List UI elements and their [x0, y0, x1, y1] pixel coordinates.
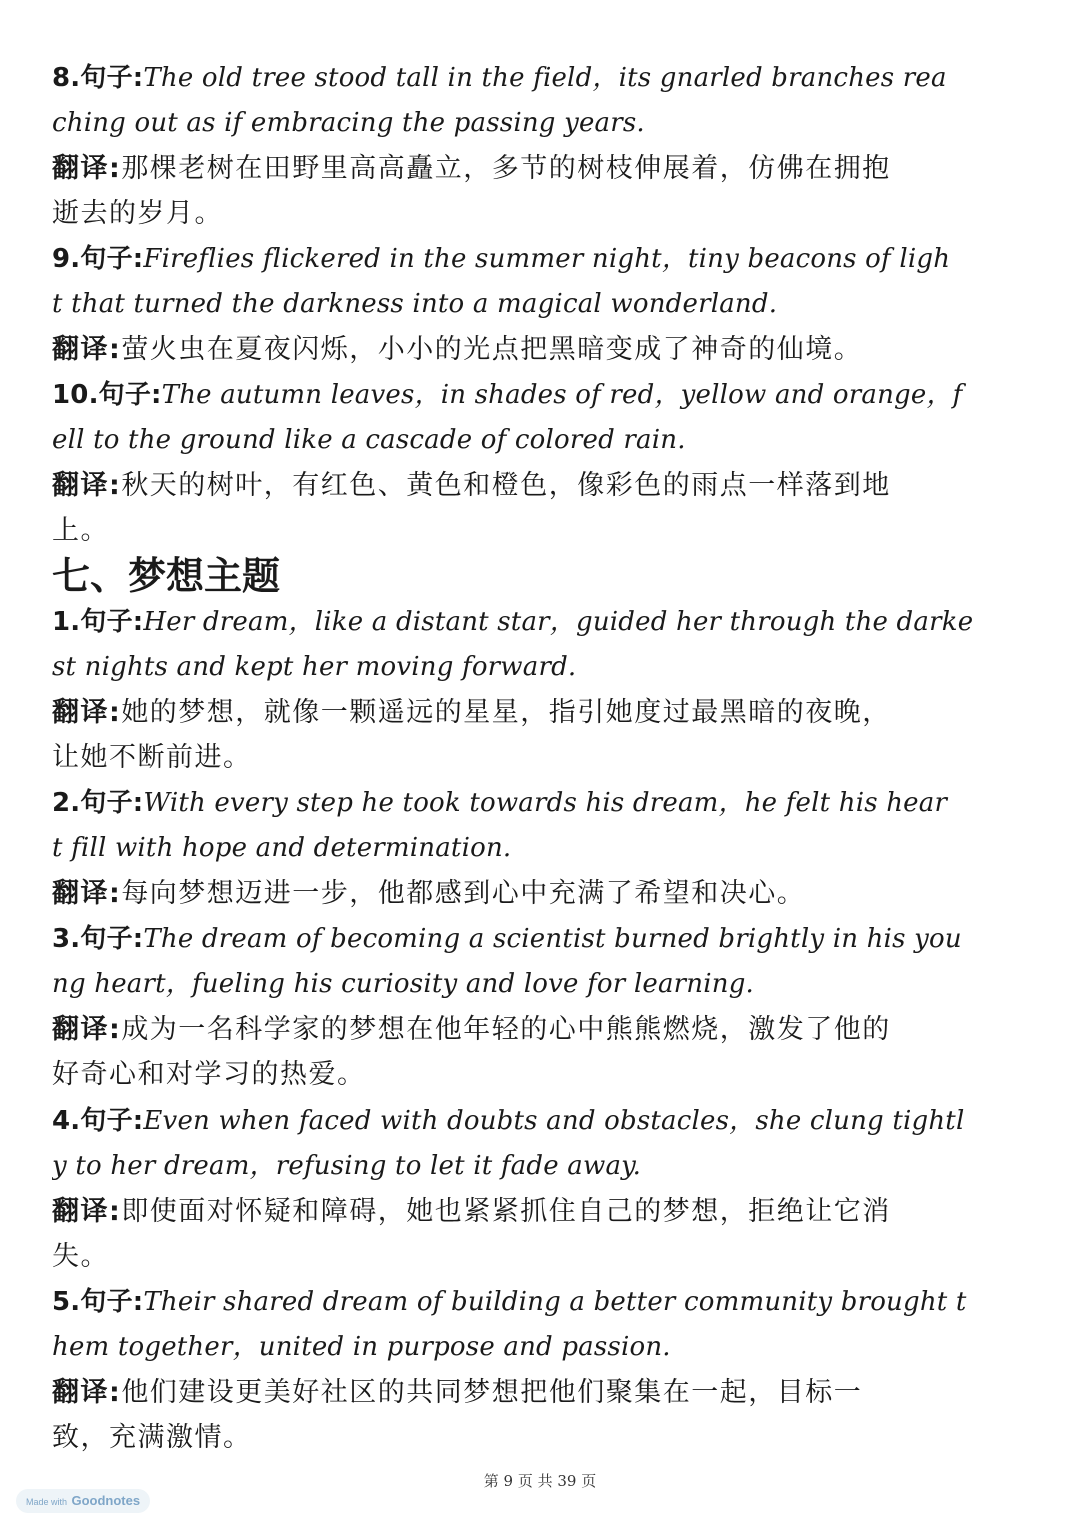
translation-line [52, 509, 1032, 553]
translation-line [52, 1371, 1032, 1415]
goodnotes-watermark [16, 1489, 150, 1513]
sentence-text: t that turned the darkness into a magical wonderland. [52, 289, 778, 319]
sentence-label: 9.句子: [52, 244, 144, 274]
sentence-text: st nights and kept her moving forward. [52, 652, 577, 682]
translation-line [52, 872, 1032, 916]
sentence-line [52, 101, 1032, 145]
translation-text: 她的梦想，就像一颗遥远的星星，指引她度过最黑暗的夜晚， [121, 697, 891, 728]
translation-text: 即使面对怀疑和障碍，她也紧紧抓住自己的梦想，拒绝让它消 [121, 1196, 891, 1227]
sentence-line [52, 1325, 1032, 1369]
translation-line [52, 464, 1032, 508]
sentence-line [52, 826, 1032, 870]
sentence-line [52, 1280, 1032, 1324]
sentence-line [52, 1144, 1032, 1188]
translation-text: 秋天的树叶，有红色、黄色和橙色，像彩色的雨点一样落到地 [121, 470, 891, 501]
translation-text: 每向梦想迈进一步，他都感到心中充满了希望和决心。 [121, 878, 806, 909]
translation-text: 那棵老树在田野里高高矗立，多节的树枝伸展着，仿佛在拥抱 [121, 153, 891, 184]
translation-line [52, 192, 1032, 236]
translation-label: 翻译: [52, 878, 122, 909]
sentence-label: 5.句子: [52, 1287, 144, 1317]
translation-line [52, 1416, 1032, 1460]
translation-text: 成为一名科学家的梦想在他年轻的心中熊熊燃烧，激发了他的 [121, 1014, 891, 1045]
sentence-text: t fill with hope and determination. [52, 833, 512, 863]
sentence-line [52, 282, 1032, 326]
translation-line [52, 691, 1032, 735]
translation-line [52, 1190, 1032, 1234]
translation-text: 让她不断前进。 [52, 742, 252, 773]
translation-line [52, 328, 1032, 372]
translation-label: 翻译: [52, 153, 122, 184]
translation-line [52, 1008, 1032, 1052]
sentence-line [52, 645, 1032, 689]
sentence-text: ng heart，fueling his curiosity and love for learning. [52, 969, 755, 999]
translation-text: 上。 [52, 515, 109, 546]
translation-text: 致，充满激情。 [52, 1422, 252, 1453]
sentence-label: 10.句子: [52, 380, 162, 410]
sentence-line [52, 1099, 1032, 1143]
sentence-line [52, 962, 1032, 1006]
sentence-text: Even when faced with doubts and obstacles，she clung tightl [143, 1106, 965, 1136]
translation-label: 翻译: [52, 1377, 122, 1408]
sentence-text: With every step he took towards his dream，he felt his hear [143, 788, 948, 818]
sentence-line [52, 56, 1032, 100]
sentence-text: The autumn leaves，in shades of red，yellow and orange，f [161, 380, 963, 410]
page-number: 第 9 页 共 39 页 [483, 1472, 597, 1490]
sentence-label: 4.句子: [52, 1106, 144, 1136]
translation-line [52, 1235, 1032, 1279]
sentence-label: 8.句子: [52, 63, 144, 93]
sentence-line [52, 917, 1032, 961]
translation-line [52, 147, 1032, 191]
translation-line [52, 1053, 1032, 1097]
sentence-label: 1.句子: [52, 607, 144, 637]
sentence-text: hem together，united in purpose and passion. [52, 1332, 671, 1362]
watermark-prefix: Made with [26, 1497, 68, 1507]
sentence-label: 3.句子: [52, 924, 144, 954]
translation-label: 翻译: [52, 697, 122, 728]
sentence-text: ell to the ground like a cascade of colored rain. [52, 425, 686, 455]
translation-text: 萤火虫在夏夜闪烁，小小的光点把黑暗变成了神奇的仙境。 [121, 334, 863, 365]
translation-label: 翻译: [52, 1014, 122, 1045]
translation-label: 翻译: [52, 470, 122, 501]
watermark-brand: Goodnotes [71, 1493, 141, 1508]
sentence-label: 2.句子: [52, 788, 144, 818]
translation-label: 翻译: [52, 334, 122, 365]
sentence-text: The old tree stood tall in the field，its gnarled branches rea [143, 63, 947, 93]
sentence-text: The dream of becoming a scientist burned brightly in his you [143, 924, 962, 954]
sentence-line [52, 600, 1032, 644]
translation-label: 翻译: [52, 1196, 122, 1227]
translation-line [52, 736, 1032, 780]
translation-text: 失。 [52, 1241, 109, 1272]
translation-text: 好奇心和对学习的热爱。 [52, 1059, 366, 1090]
sentence-text: Fireflies flickered in the summer night，tiny beacons of ligh [143, 244, 951, 274]
sentence-text: Her dream，like a distant star，guided her through the darke [143, 607, 974, 637]
translation-text: 逝去的岁月。 [52, 198, 223, 229]
sentence-line [52, 237, 1032, 281]
sentence-text: y to her dream，refusing to let it fade away. [52, 1151, 642, 1181]
section-title: 七、梦想主题 [52, 554, 281, 598]
sentence-line [52, 781, 1032, 825]
sentence-text: ching out as if embracing the passing years. [52, 108, 645, 138]
sentence-text: Their shared dream of building a better community brought t [143, 1287, 967, 1317]
sentence-line [52, 373, 1032, 417]
translation-text: 他们建设更美好社区的共同梦想把他们聚集在一起，目标一 [121, 1377, 863, 1408]
sentence-line [52, 418, 1032, 462]
